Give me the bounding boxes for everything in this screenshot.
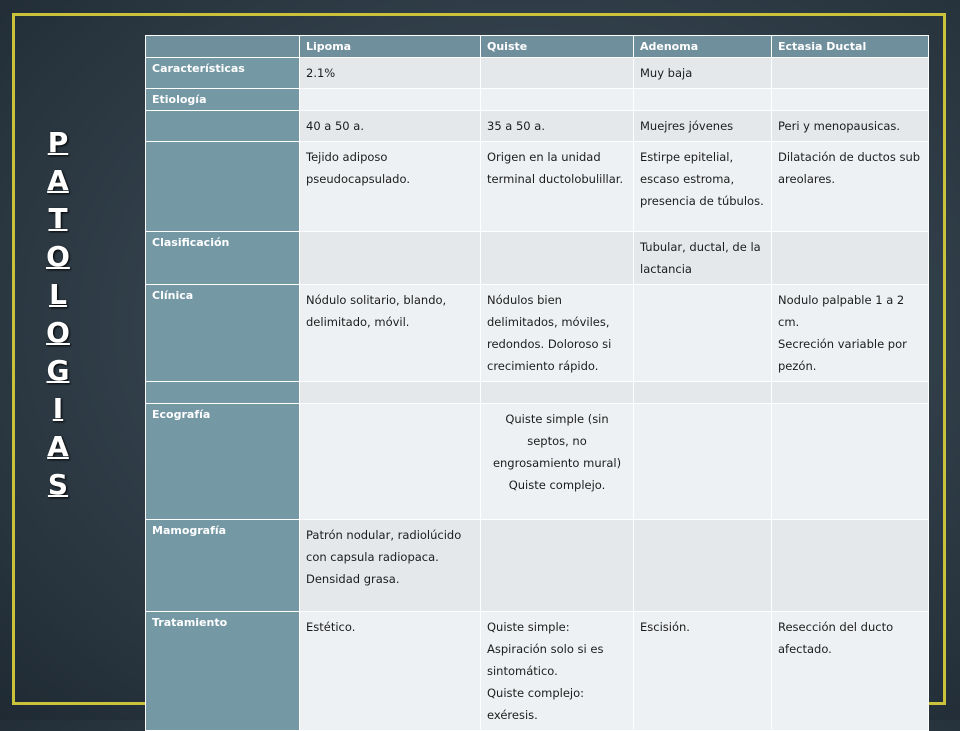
table-cell [481,89,634,111]
table-cell: Escisión. [634,612,772,731]
table-cell: Nódulo solitario, blando, delimitado, móvil. [300,285,481,382]
table-cell: 35 a 50 a. [481,111,634,142]
header-quiste: Quiste [481,36,634,58]
table-cell: Muy baja [634,58,772,89]
table-cell: Tejido adiposo pseudocapsulado. [300,142,481,232]
table-cell [772,520,929,612]
table-cell: Peri y menopausicas. [772,111,929,142]
row-label: Características [146,58,300,89]
table-cell [300,404,481,520]
row-label: Clínica [146,285,300,382]
table-cell: Nodulo palpable 1 a 2 cm. Secreción variable por pezón. [772,285,929,382]
title-letter: O [46,316,70,349]
row-label: Tratamiento [146,612,300,731]
table-cell [300,89,481,111]
title-letter: G [46,354,70,387]
table-row [146,520,929,612]
row-label: Ecografía [146,404,300,520]
table-cell [481,520,634,612]
title-letter: S [47,468,69,501]
table-row [146,612,929,731]
table-cell: Estirpe epitelial, escaso estroma, presencia de túbulos. [634,142,772,232]
row-label: Etiología [146,89,300,111]
vertical-title [34,124,82,504]
table-cell: Resección del ducto afectado. [772,612,929,731]
row-label [146,111,300,142]
table-row [146,58,929,89]
table-cell: 2.1% [300,58,481,89]
table-cell [481,382,634,404]
table-row [146,142,929,232]
table-cell: Nódulos bien delimitados, móviles, redondos. Doloroso si crecimiento rápido. [481,285,634,382]
title-letter: I [52,392,64,425]
table-cell [634,404,772,520]
table-cell [634,89,772,111]
header-lipoma: Lipoma [300,36,481,58]
table-cell: Quiste simple (sin septos, no engrosamiento mural) Quiste complejo. [481,404,634,520]
title-letter: A [47,164,69,197]
title-letter: A [47,430,69,463]
title-letter: L [49,278,67,311]
table-cell [300,382,481,404]
table-cell: Muejres jóvenes [634,111,772,142]
table-cell [481,232,634,285]
title-letter: O [46,240,70,273]
header-cell [146,36,300,58]
table-row [146,111,929,142]
header-adenoma: Adenoma [634,36,772,58]
header-ectasia-ductal: Ectasia Ductal [772,36,929,58]
title-letter: P [47,126,69,159]
table-row [146,232,929,285]
row-label [146,382,300,404]
table-cell: Dilatación de ductos sub areolares. [772,142,929,232]
table-row [146,89,929,111]
table-cell [634,382,772,404]
table-row [146,382,929,404]
table-cell: Patrón nodular, radiolúcido con capsula radiopaca. Densidad grasa. [300,520,481,612]
table-cell: Estético. [300,612,481,731]
row-label: Mamografía [146,520,300,612]
table-cell [772,89,929,111]
table-cell [772,58,929,89]
table-cell [300,232,481,285]
table-cell [481,58,634,89]
row-label: Clasificación [146,232,300,285]
table-row [146,285,929,382]
table-cell [772,404,929,520]
title-letter: T [48,202,68,235]
pathology-table [145,35,929,731]
table-cell: Tubular, ductal, de la lactancia [634,232,772,285]
table-cell: 40 a 50 a. [300,111,481,142]
row-label [146,142,300,232]
table-row [146,404,929,520]
table-header-row [146,36,929,58]
table-cell [634,520,772,612]
table-cell [772,232,929,285]
table-cell [772,382,929,404]
table-cell: Origen en la unidad terminal ductolobulillar. [481,142,634,232]
table-cell: Quiste simple: Aspiración solo si es sintomático. Quiste complejo: exéresis. [481,612,634,731]
table-cell [634,285,772,382]
